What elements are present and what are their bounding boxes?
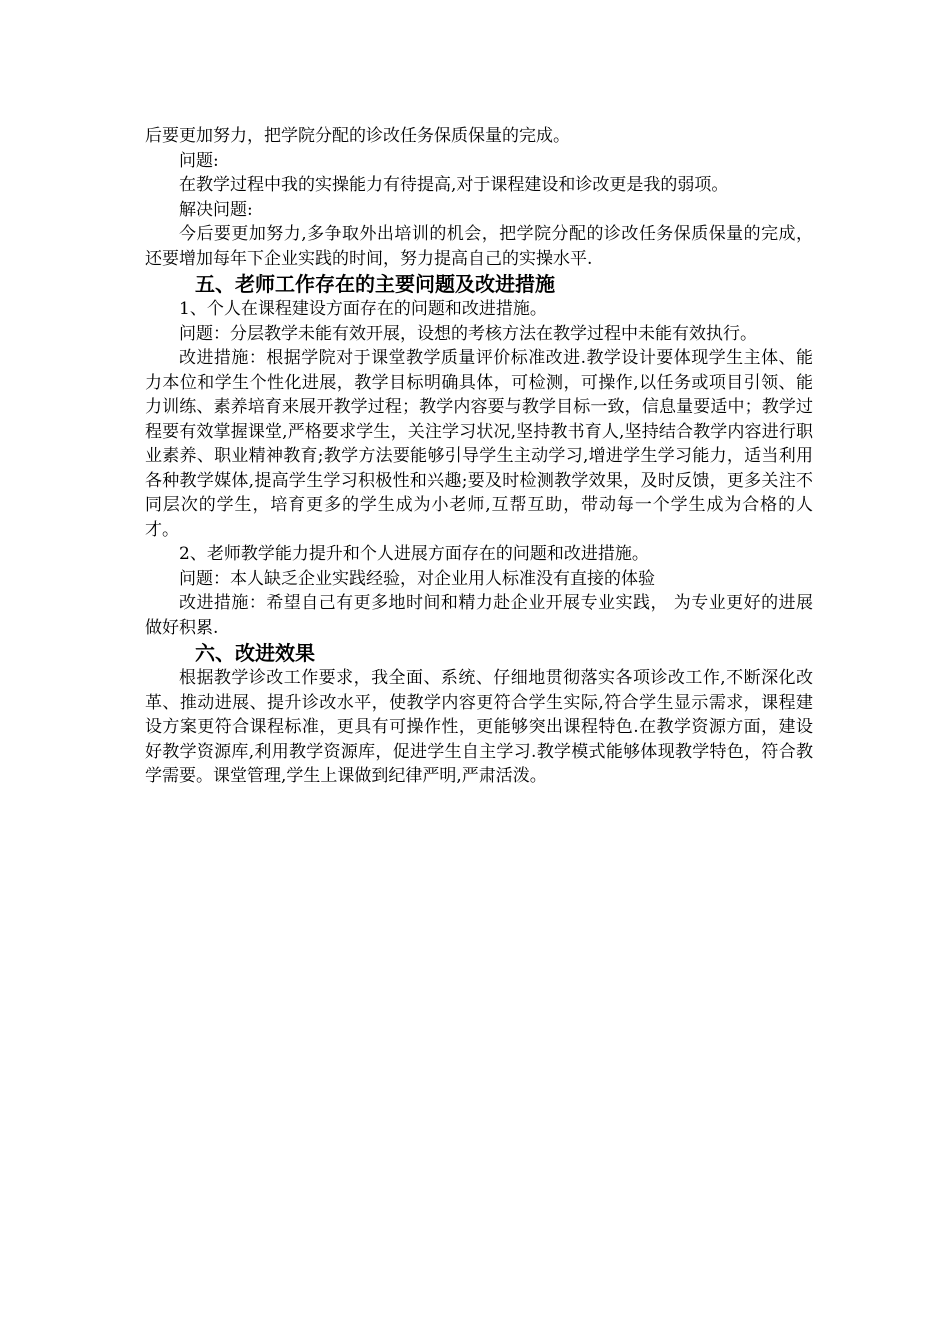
paragraph-continuation: 后要更加努力，把学院分配的诊改任务保质保量的完成。 <box>145 126 570 146</box>
item-1-problem: 问题：分层教学未能有效开展，设想的考核方法在教学过程中未能有效执行。 <box>179 323 757 344</box>
solution-label: 解决问题: <box>179 199 253 220</box>
item-2-measures: 改进措施：希望自己有更多地时间和精力赴企业开展专业实践， 为专业更好的进展做好积累. <box>145 593 813 638</box>
solution-text: 今后要更加努力,多争取外出培训的机会，把学院分配的诊改任务保质保量的完成，还要增加每年下企业实践的时间，努力提高自己的实操水平. <box>145 224 813 269</box>
problem-label: 问题: <box>179 150 219 171</box>
item-2-title: 2、老师教学能力提升和个人进展方面存在的问题和改进措施。 <box>179 544 649 564</box>
item-1-title: 1、个人在课程建设方面存在的问题和改进措施。 <box>179 299 547 319</box>
improvement-effect-text: 根据教学诊改工作要求，我全面、系统、仔细地贯彻落实各项诊改工作,不断深化改革、推动进展、提升诊改水平，使教学内容更符合学生实际,符合学生显示需求，课程建设方案更符合课程标准，更具有可操作性，更能够突出课程特色.在教学资源方面，建设好教学资源库,利用教学资源库，促进学生自主学习.教学模式能够体现教学特色，符合教学需要。课堂管理,学生上课做到纪律严明,严肃活泼。 <box>145 668 813 786</box>
section-heading-5: 五、老师工作存在的主要问题及改进措施 <box>195 272 555 296</box>
item-2-problem: 问题：本人缺乏企业实践经验，对企业用人标准没有直接的体验 <box>179 568 655 589</box>
problem-text: 在教学过程中我的实操能力有待提高,对于课程建设和诊改更是我的弱项。 <box>179 175 729 195</box>
document-page <box>145 124 813 789</box>
item-1-measures: 改进措施：根据学院对于课堂教学质量评价标准改进.教学设计要体现学生主体、能力本位和学生个性化进展，教学目标明确具体，可检测，可操作,以任务或项目引领、能力训练、素养培育来展开教学过程；教学内容要与教学目标一致，信息量要适中；教学过程要有效掌握课堂,严格要求学生，关注学习状况,坚持教书育人,坚持结合教学内容进行职业素养、职业精神教育;教学方法要能够引导学生主动学习,增进学生学习能力，适当利用各种教学媒体,提高学生学习积极性和兴趣;要及时检测教学效果，及时反馈，更多关注不同层次的学生，培育更多的学生成为小老师,互帮互助，带动每一个学生成为合格的人才。 <box>145 348 813 540</box>
section-heading-6: 六、改进效果 <box>195 641 315 665</box>
